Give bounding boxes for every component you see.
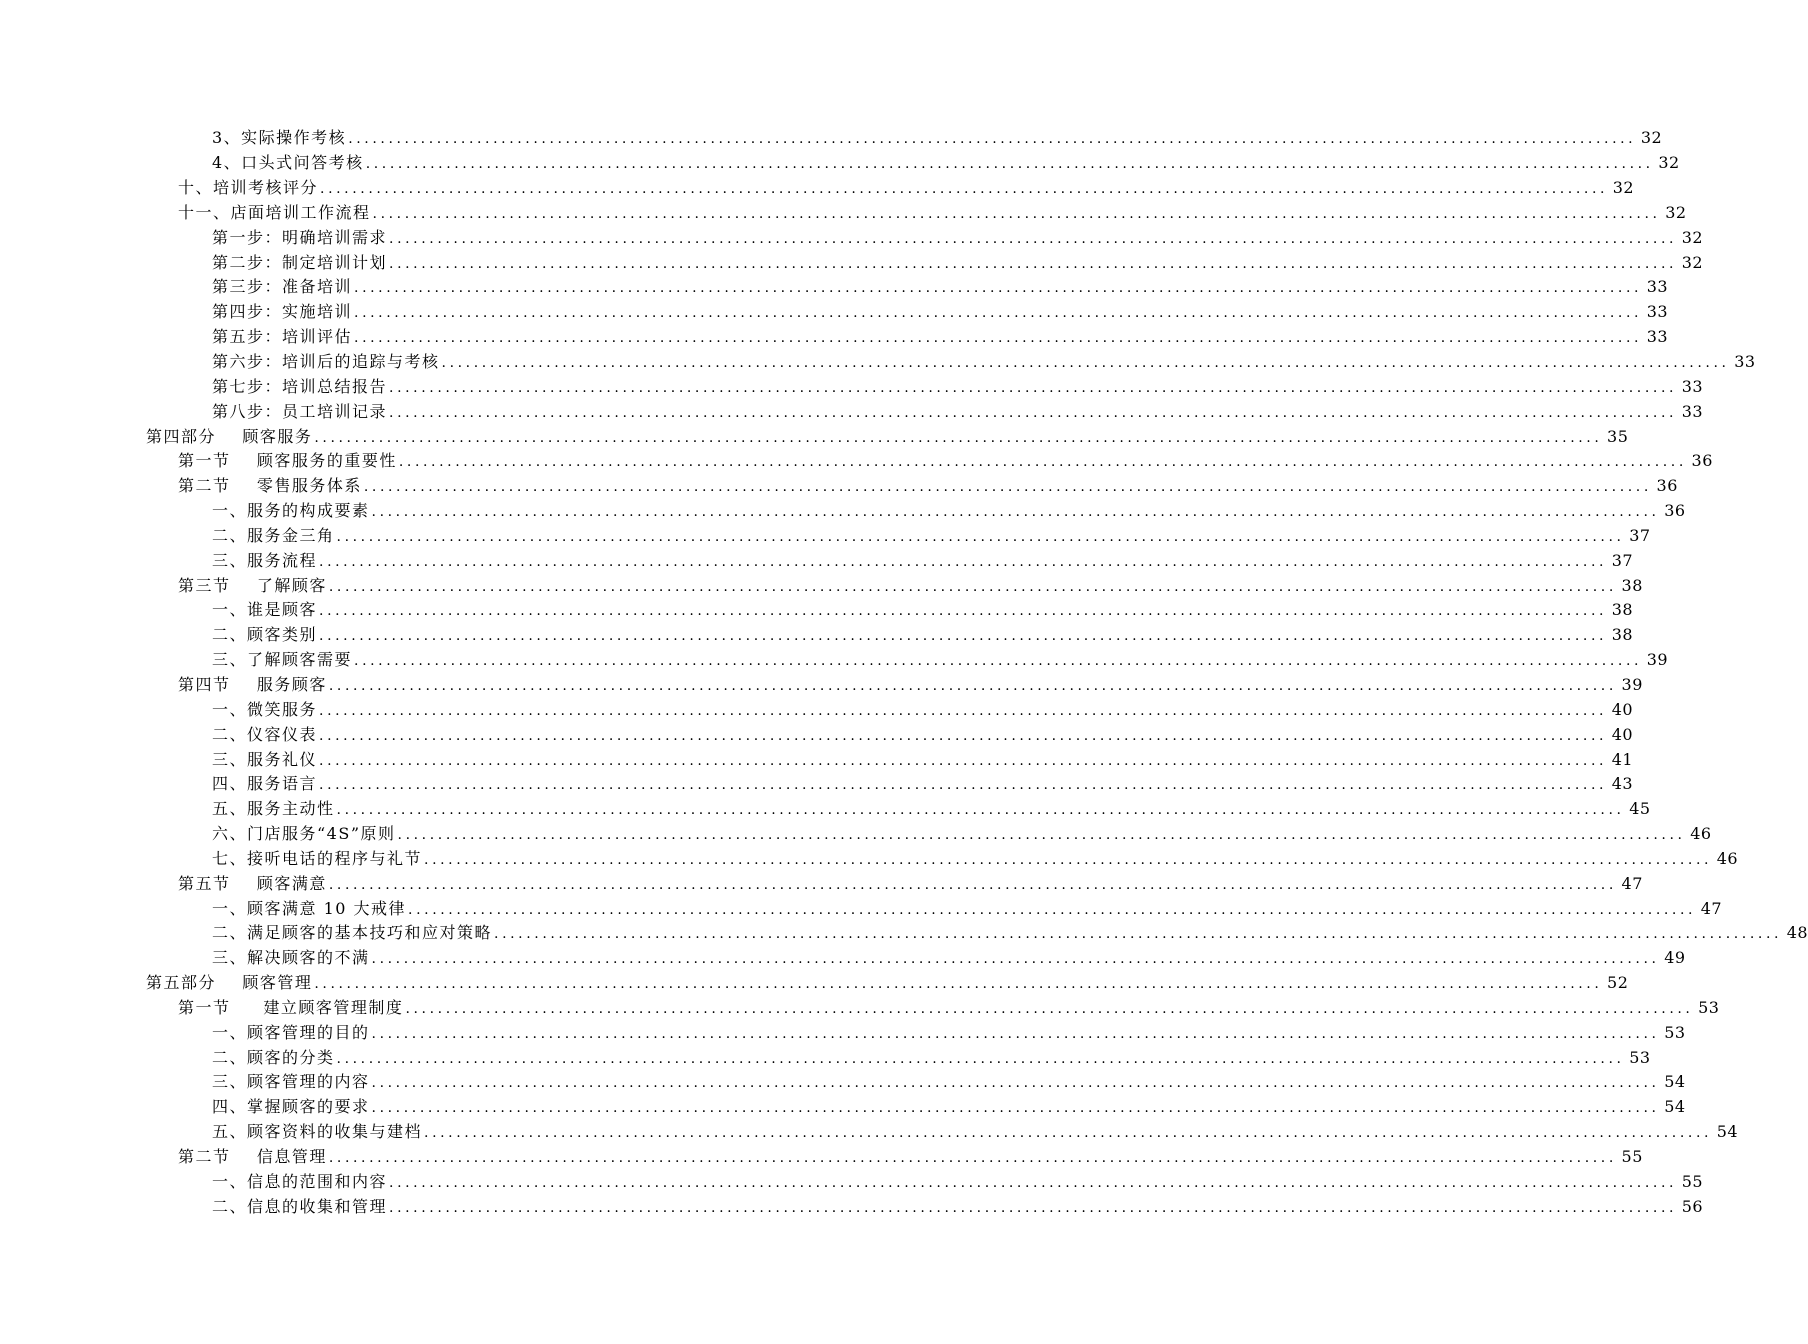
toc-entry-page-number: 37 <box>1629 525 1651 545</box>
toc-entry[interactable] <box>0 1045 1651 1070</box>
toc-entry-page-number: 32 <box>1681 252 1704 272</box>
toc-entry[interactable] <box>0 896 1723 921</box>
toc-entry-title: 第五部分 顾客管理 <box>146 973 313 993</box>
toc-entry-page-number: 55 <box>1621 1147 1643 1167</box>
toc-entry[interactable] <box>0 846 1739 871</box>
toc-entry-page-number: 54 <box>1716 1122 1739 1142</box>
dot-leader: ................................................................................................................................................................ <box>328 578 1617 595</box>
dot-leader: ................................................................................................................................................................ <box>354 330 1643 347</box>
dot-leader: ................................................................................................................................................................ <box>405 1000 1694 1017</box>
toc-entry-title: 4、口头式问答考核 <box>212 153 364 173</box>
dot-leader: ................................................................................................................................................................ <box>314 976 1603 993</box>
dot-leader: ................................................................................................................................................................ <box>336 1050 1625 1067</box>
toc-entry[interactable] <box>0 996 1720 1021</box>
toc-entry[interactable] <box>0 399 1704 424</box>
dot-leader: ................................................................................................................................................................ <box>319 603 1608 620</box>
toc-entry-title: 一、顾客满意 10 大戒律 <box>212 898 407 918</box>
toc-entry[interactable] <box>0 772 1634 797</box>
toc-entry[interactable] <box>0 250 1704 275</box>
toc-entry[interactable] <box>0 598 1634 623</box>
dot-leader: ................................................................................................................................................................ <box>371 1075 1660 1092</box>
toc-entry[interactable] <box>0 648 1669 673</box>
toc-entry-page-number: 46 <box>1690 824 1712 844</box>
toc-entry[interactable] <box>0 499 1686 524</box>
toc-entry-page-number: 53 <box>1664 1022 1686 1042</box>
toc-entry[interactable] <box>0 1120 1739 1145</box>
toc-entry-title: 二、服务金三角 <box>212 525 335 545</box>
toc-entry-title: 第三步：准备培训 <box>212 277 353 297</box>
toc-entry-title: 十、培训考核评分 <box>178 178 319 198</box>
toc-entry-page-number: 40 <box>1611 699 1634 719</box>
toc-entry[interactable] <box>0 151 1680 176</box>
toc-entry[interactable] <box>0 548 1634 573</box>
toc-entry-title: 第五节 顾客满意 <box>178 873 327 893</box>
dot-leader: ................................................................................................................................................................ <box>363 479 1652 496</box>
toc-entry-title: 三、服务流程 <box>212 550 318 570</box>
toc-entry-title: 二、顾客类别 <box>212 625 318 645</box>
toc-entry-page-number: 32 <box>1681 227 1704 247</box>
toc-entry-page-number: 36 <box>1664 501 1686 521</box>
toc-entry-title: 二、顾客的分类 <box>212 1047 335 1067</box>
toc-entry-title: 二、满足顾客的基本技巧和应对策略 <box>212 923 493 943</box>
dot-leader: ................................................................................................................................................................ <box>319 752 1608 769</box>
toc-entry[interactable] <box>0 1194 1704 1219</box>
dot-leader: ................................................................................................................................................................ <box>372 205 1661 222</box>
dot-leader: ................................................................................................................................................................ <box>319 628 1608 645</box>
toc-entry-page-number: 33 <box>1646 277 1669 297</box>
toc-entry-page-number: 49 <box>1664 948 1686 968</box>
toc-entry[interactable] <box>0 623 1634 648</box>
toc-entry-page-number: 47 <box>1700 898 1723 918</box>
dot-leader: ................................................................................................................................................................ <box>389 1199 1678 1216</box>
toc-entry[interactable] <box>0 673 1643 698</box>
toc-entry-page-number: 47 <box>1621 873 1643 893</box>
toc-entry-title: 第七步：培训总结报告 <box>212 376 388 396</box>
toc-entry-page-number: 38 <box>1611 625 1634 645</box>
toc-entry[interactable] <box>0 325 1669 350</box>
toc-entry-title: 第四部分 顾客服务 <box>146 426 313 446</box>
toc-entry[interactable] <box>0 697 1634 722</box>
dot-leader: ................................................................................................................................................................ <box>408 901 1697 918</box>
toc-entry-page-number: 38 <box>1611 600 1634 620</box>
toc-entry-title: 第三节 了解顾客 <box>178 575 327 595</box>
toc-entry-page-number: 40 <box>1611 724 1634 744</box>
toc-entry[interactable] <box>0 971 1629 996</box>
dot-leader: ................................................................................................................................................................ <box>319 727 1608 744</box>
toc-entry[interactable] <box>0 275 1669 300</box>
toc-entry-page-number: 41 <box>1611 749 1634 769</box>
toc-entry-page-number: 33 <box>1681 376 1704 396</box>
toc-entry-page-number: 32 <box>1658 153 1680 173</box>
dot-leader: ................................................................................................................................................................ <box>319 702 1608 719</box>
toc-entry-page-number: 48 <box>1786 923 1808 943</box>
toc-entry-title: 一、谁是顾客 <box>212 600 318 620</box>
toc-entry[interactable] <box>0 176 1635 201</box>
dot-leader: ................................................................................................................................................................ <box>371 1025 1660 1042</box>
dot-leader: ................................................................................................................................................................ <box>389 404 1678 421</box>
toc-entry-page-number: 36 <box>1656 476 1678 496</box>
toc-entry-title: 二、信息的收集和管理 <box>212 1196 388 1216</box>
toc-entry[interactable] <box>0 722 1634 747</box>
toc-entry-title: 第二步：制定培训计划 <box>212 252 388 272</box>
toc-entry-title: 第一节 建立顾客管理制度 <box>178 997 404 1017</box>
dot-leader: ................................................................................................................................................................ <box>371 504 1660 521</box>
toc-entry[interactable] <box>0 424 1629 449</box>
toc-entry-page-number: 32 <box>1665 202 1687 222</box>
toc-entry-page-number: 33 <box>1646 327 1669 347</box>
dot-leader: ................................................................................................................................................................ <box>328 677 1617 694</box>
toc-entry-title: 一、顾客管理的目的 <box>212 1022 370 1042</box>
dot-leader: ................................................................................................................................................................ <box>371 1100 1660 1117</box>
toc-entry-page-number: 32 <box>1640 128 1663 148</box>
dot-leader: ................................................................................................................................................................ <box>328 876 1617 893</box>
dot-leader: ................................................................................................................................................................ <box>397 827 1686 844</box>
dot-leader: ................................................................................................................................................................ <box>389 230 1678 247</box>
toc-entry[interactable] <box>0 946 1686 971</box>
toc-entry-title: 七、接听电话的程序与礼节 <box>212 848 423 868</box>
toc-entry-title: 第二节 信息管理 <box>178 1147 327 1167</box>
toc-entry[interactable] <box>0 573 1643 598</box>
toc-entry-page-number: 37 <box>1611 550 1634 570</box>
toc-entry-title: 一、微笑服务 <box>212 699 318 719</box>
dot-leader: ................................................................................................................................................................ <box>336 802 1625 819</box>
toc-entry[interactable] <box>0 474 1678 499</box>
toc-entry-title: 三、解决顾客的不满 <box>212 948 370 968</box>
toc-entry[interactable] <box>0 1020 1686 1045</box>
dot-leader: ................................................................................................................................................................ <box>398 454 1687 471</box>
toc-entry[interactable] <box>0 126 1663 151</box>
dot-leader: ................................................................................................................................................................ <box>348 131 1637 148</box>
toc-entry-title: 3、实际操作考核 <box>212 128 347 148</box>
toc-entry-title: 第四节 服务顾客 <box>178 674 327 694</box>
toc-entry[interactable] <box>0 747 1634 772</box>
toc-entry-page-number: 53 <box>1629 1047 1651 1067</box>
toc-entry-title: 五、顾客资料的收集与建档 <box>212 1122 423 1142</box>
toc-entry-page-number: 39 <box>1646 650 1669 670</box>
toc-entry-page-number: 33 <box>1681 401 1704 421</box>
toc-entry-page-number: 33 <box>1646 302 1669 322</box>
toc-entry-title: 一、信息的范围和内容 <box>212 1171 388 1191</box>
toc-entry[interactable] <box>0 921 1808 946</box>
dot-leader: ................................................................................................................................................................ <box>314 429 1603 446</box>
toc-entry-title: 三、服务礼仪 <box>212 749 318 769</box>
toc-entry[interactable] <box>0 822 1712 847</box>
dot-leader: ................................................................................................................................................................ <box>371 951 1660 968</box>
toc-entry-page-number: 54 <box>1664 1072 1686 1092</box>
toc-entry[interactable] <box>0 524 1651 549</box>
toc-entry-page-number: 38 <box>1621 575 1643 595</box>
toc-entry[interactable] <box>0 1169 1704 1194</box>
toc-entry-page-number: 43 <box>1611 774 1634 794</box>
toc-entry-title: 第四步：实施培训 <box>212 302 353 322</box>
toc-entry[interactable] <box>0 1095 1686 1120</box>
dot-leader: ................................................................................................................................................................ <box>354 280 1643 297</box>
toc-entry-page-number: 54 <box>1664 1097 1686 1117</box>
toc-entry[interactable] <box>0 300 1669 325</box>
toc-entry-title: 第五步：培训评估 <box>212 327 353 347</box>
toc-entry[interactable] <box>0 871 1643 896</box>
toc-entry-title: 三、顾客管理的内容 <box>212 1072 370 1092</box>
dot-leader: ................................................................................................................................................................ <box>354 305 1643 322</box>
dot-leader: ................................................................................................................................................................ <box>389 255 1678 272</box>
dot-leader: ................................................................................................................................................................ <box>441 355 1730 372</box>
toc-entry[interactable] <box>0 797 1651 822</box>
table-of-contents <box>0 126 1808 1219</box>
toc-entry-page-number: 53 <box>1698 997 1720 1017</box>
toc-entry-title: 第六步：培训后的追踪与考核 <box>212 352 440 372</box>
toc-entry[interactable] <box>0 201 1687 226</box>
toc-entry-title: 四、服务语言 <box>212 774 318 794</box>
toc-entry[interactable] <box>0 374 1704 399</box>
toc-entry-page-number: 45 <box>1629 799 1651 819</box>
toc-entry-title: 一、服务的构成要素 <box>212 501 370 521</box>
toc-entry-page-number: 32 <box>1612 178 1635 198</box>
toc-entry[interactable] <box>0 1070 1686 1095</box>
toc-entry-title: 第一节 顾客服务的重要性 <box>178 451 397 471</box>
toc-entry-page-number: 56 <box>1681 1196 1704 1216</box>
dot-leader: ................................................................................................................................................................ <box>328 1150 1617 1167</box>
toc-entry-page-number: 33 <box>1734 352 1756 372</box>
toc-entry-title: 第二节 零售服务体系 <box>178 476 362 496</box>
toc-entry[interactable] <box>0 1145 1643 1170</box>
toc-entry-page-number: 35 <box>1607 426 1629 446</box>
dot-leader: ................................................................................................................................................................ <box>424 851 1713 868</box>
dot-leader: ................................................................................................................................................................ <box>389 1174 1678 1191</box>
toc-entry-title: 二、仪容仪表 <box>212 724 318 744</box>
toc-entry-page-number: 46 <box>1716 848 1739 868</box>
toc-entry-title: 十一、店面培训工作流程 <box>178 202 371 222</box>
dot-leader: ................................................................................................................................................................ <box>319 553 1608 570</box>
toc-entry-page-number: 55 <box>1681 1171 1704 1191</box>
toc-entry-title: 三、了解顾客需要 <box>212 650 353 670</box>
dot-leader: ................................................................................................................................................................ <box>354 653 1643 670</box>
dot-leader: ................................................................................................................................................................ <box>365 156 1654 173</box>
dot-leader: ................................................................................................................................................................ <box>389 379 1678 396</box>
dot-leader: ................................................................................................................................................................ <box>494 926 1783 943</box>
toc-entry-title: 第八步：员工培训记录 <box>212 401 388 421</box>
toc-entry-title: 五、服务主动性 <box>212 799 335 819</box>
dot-leader: ................................................................................................................................................................ <box>320 181 1609 198</box>
toc-entry[interactable] <box>0 350 1756 375</box>
toc-entry-page-number: 52 <box>1607 973 1629 993</box>
dot-leader: ................................................................................................................................................................ <box>424 1125 1713 1142</box>
toc-entry-title: 第一步：明确培训需求 <box>212 227 388 247</box>
toc-entry[interactable] <box>0 225 1704 250</box>
toc-entry-title: 四、掌握顾客的要求 <box>212 1097 370 1117</box>
toc-entry-page-number: 36 <box>1691 451 1713 471</box>
toc-entry[interactable] <box>0 449 1713 474</box>
toc-entry-title: 六、门店服务“4S”原则 <box>212 824 396 844</box>
dot-leader: ................................................................................................................................................................ <box>319 777 1608 794</box>
dot-leader: ................................................................................................................................................................ <box>336 528 1625 545</box>
toc-entry-page-number: 39 <box>1621 674 1643 694</box>
